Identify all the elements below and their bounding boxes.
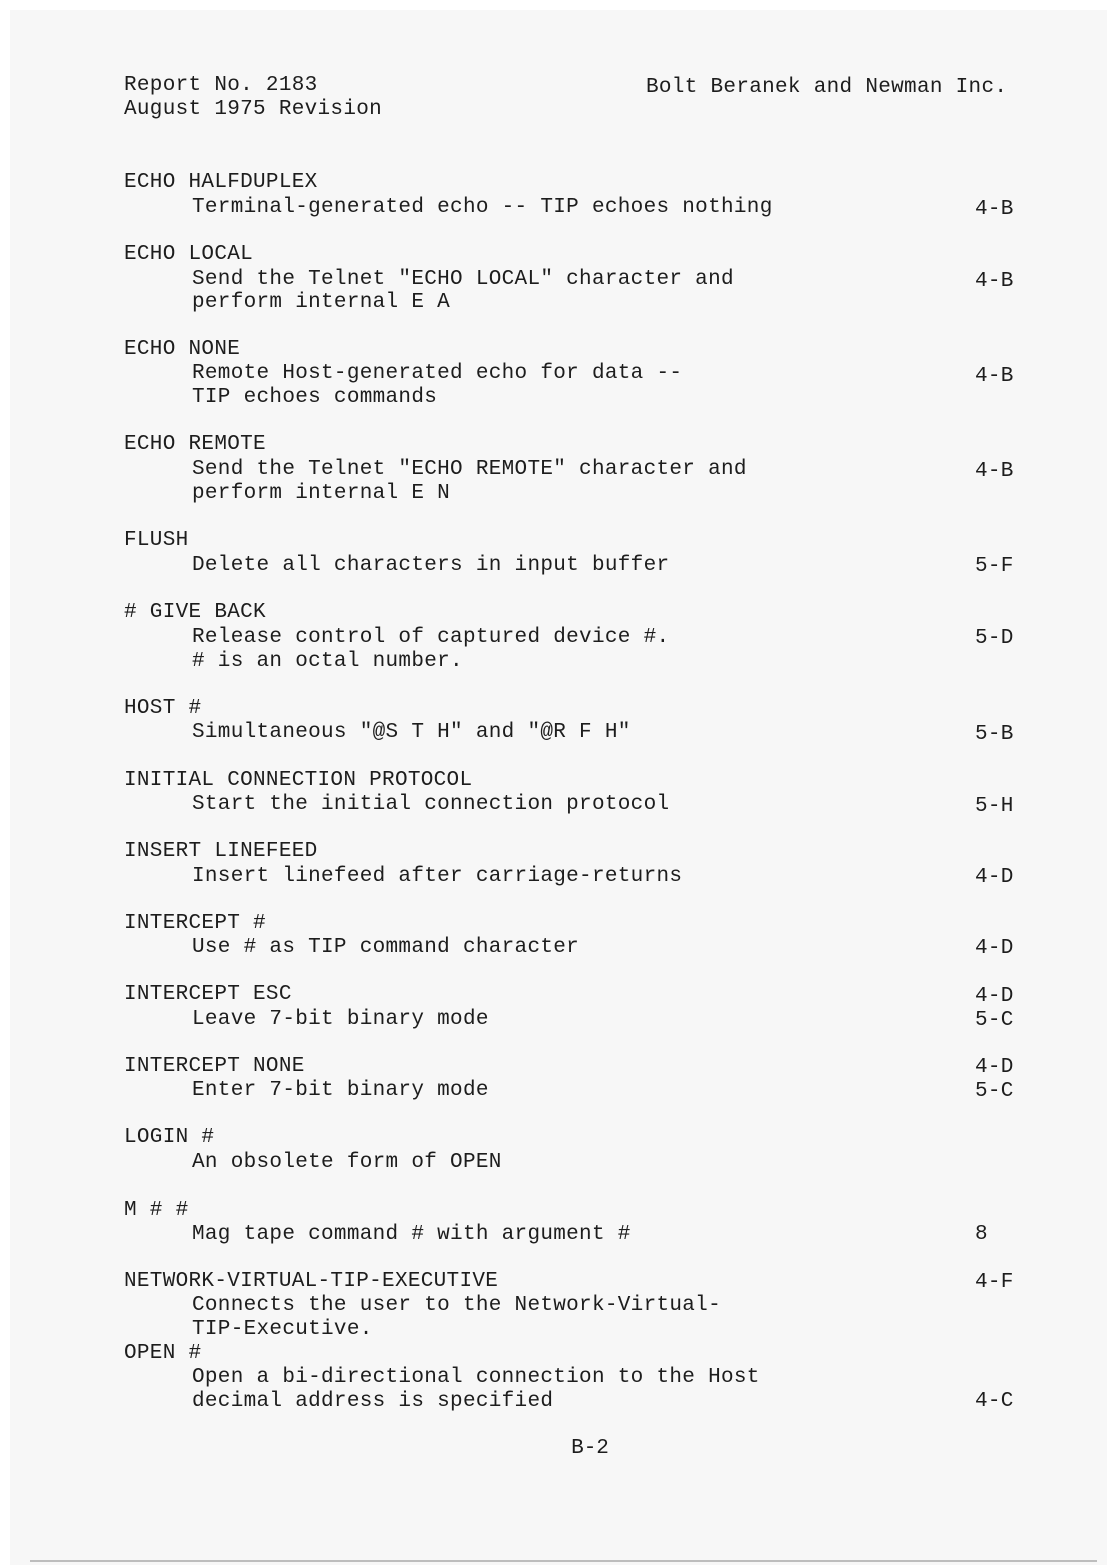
command-description: Remote Host-generated echo for data -- [192,362,683,385]
command-description: Release control of captured device #. [192,626,670,649]
command-name: INITIAL CONNECTION PROTOCOL [124,769,473,792]
command-name: NETWORK-VIRTUAL-TIP-EXECUTIVE [124,1270,499,1293]
command-name: # GIVE BACK [124,601,266,624]
section-reference: 5-D [975,627,1014,650]
command-description: Delete all characters in input buffer [192,554,670,577]
command-name: INTERCEPT NONE [124,1055,305,1078]
command-name: HOST # [124,697,202,720]
section-reference: 4-B [975,365,1014,388]
command-name: ECHO REMOTE [124,433,266,456]
command-name: ECHO HALFDUPLEX [124,171,318,194]
section-reference: 4-B [975,198,1014,221]
section-reference: 4-C [975,1390,1014,1413]
section-reference: 5-B [975,723,1014,746]
revision-date: August 1975 Revision [124,98,383,121]
command-name: M # # [124,1199,189,1222]
page-number: B-2 [571,1437,609,1460]
section-reference: 5-C [975,1009,1014,1032]
command-description: Start the initial connection protocol [192,793,670,816]
command-description: Mag tape command # with argument # [192,1223,631,1246]
scan-edge-line [30,1560,1097,1562]
section-reference: 4-D [975,985,1014,1008]
command-name: INTERCEPT ESC [124,983,292,1006]
command-name: FLUSH [124,529,189,552]
section-reference: 5-C [975,1080,1014,1103]
section-reference: 4-D [975,1056,1014,1079]
section-reference: 4-F [975,1271,1014,1294]
company-name: Bolt Beranek and Newman Inc. [646,76,1008,99]
command-description: decimal address is specified [192,1390,554,1413]
report-number: Report No. 2183 [124,74,318,97]
report-header-left [124,74,382,122]
command-description: Open a bi-directional connection to the Host [192,1366,760,1389]
command-description: Terminal-generated echo -- TIP echoes nothing [192,196,773,219]
section-reference: 4-B [975,460,1014,483]
command-description: Simultaneous "@S T H" and "@R F H" [192,721,631,744]
command-name: LOGIN # [124,1126,215,1149]
command-name: INTERCEPT # [124,912,266,935]
command-name: ECHO NONE [124,338,241,361]
command-description: Leave 7-bit binary mode [192,1008,489,1031]
command-description: TIP echoes commands [192,386,438,409]
command-name: INSERT LINEFEED [124,840,318,863]
command-description: perform internal E A [192,291,451,314]
command-name: ECHO LOCAL [124,243,254,266]
section-reference: 4-B [975,270,1014,293]
command-description: TIP-Executive. [192,1318,373,1341]
command-description: Connects the user to the Network-Virtual- [192,1294,721,1317]
command-description: Insert linefeed after carriage-returns [192,865,683,888]
section-reference: 4-D [975,937,1014,960]
section-reference: 8 [975,1223,988,1246]
command-description: An obsolete form of OPEN [192,1151,502,1174]
command-description: Enter 7-bit binary mode [192,1079,489,1102]
command-name: OPEN # [124,1342,202,1365]
command-description: Use # as TIP command character [192,936,580,959]
section-reference: 5-H [975,795,1014,818]
command-description: Send the Telnet "ECHO LOCAL" character and [192,268,734,291]
command-description: # is an octal number. [192,650,463,673]
section-reference: 5-F [975,555,1014,578]
command-description: perform internal E N [192,482,451,505]
section-reference: 4-D [975,866,1014,889]
command-description: Send the Telnet "ECHO REMOTE" character and [192,458,747,481]
